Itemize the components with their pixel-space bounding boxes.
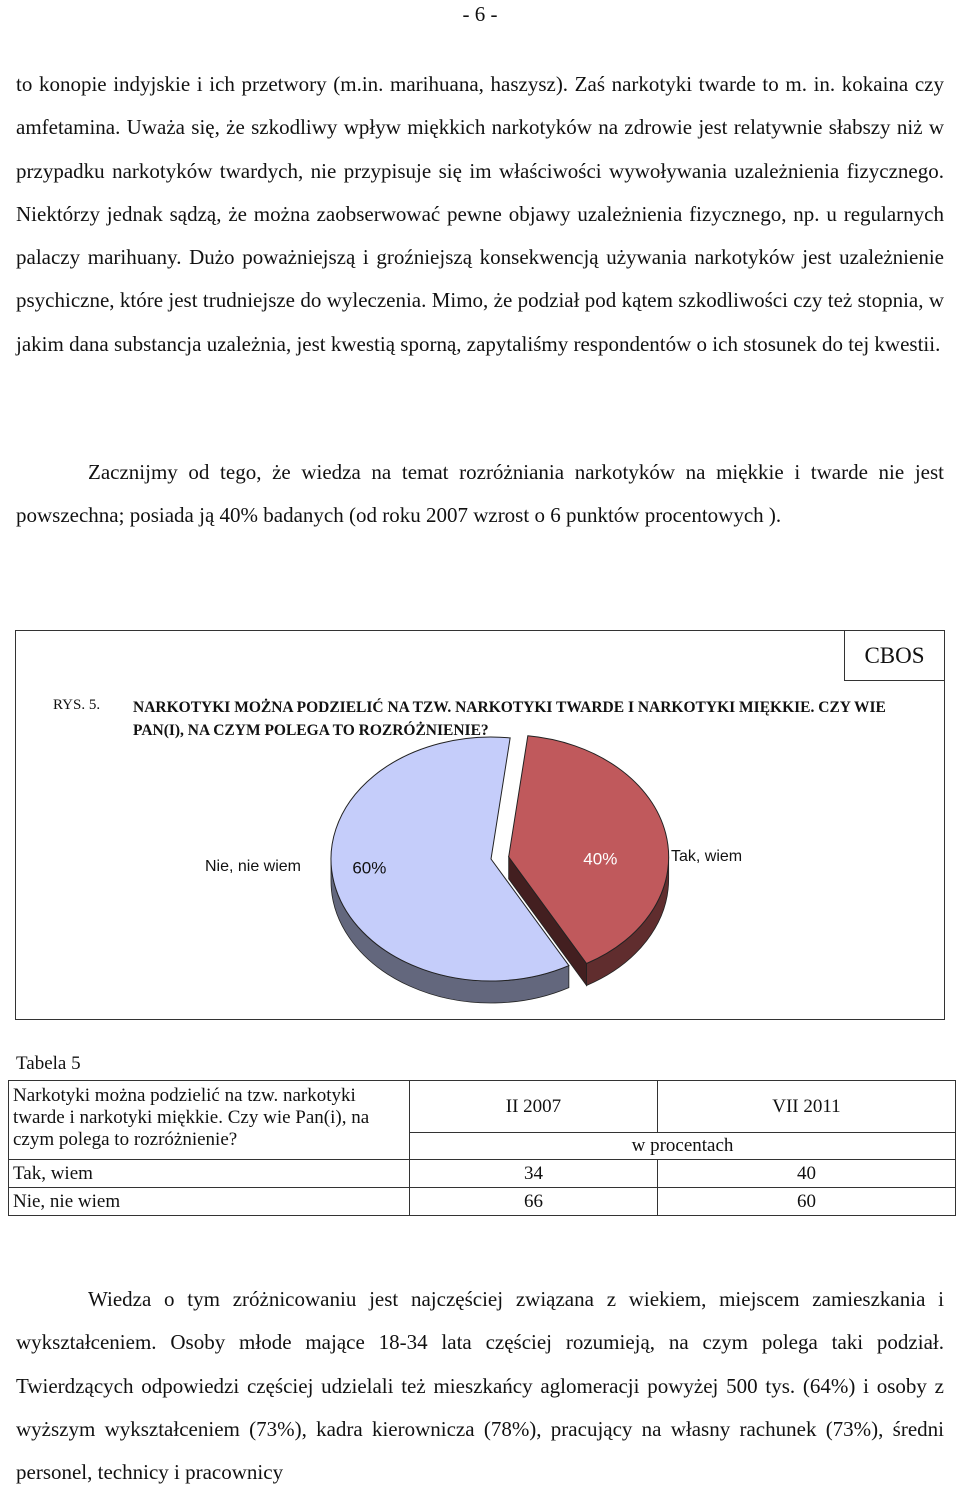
column-header-2007: II 2007	[410, 1081, 658, 1133]
cell-value: 60	[657, 1188, 955, 1216]
cell-value: 40	[657, 1160, 955, 1188]
cell-value: 34	[410, 1160, 658, 1188]
figure-pie-chart	[15, 630, 945, 1020]
pie-chart	[16, 631, 944, 1019]
cell-value: 66	[410, 1188, 658, 1216]
table-unit: w procentach	[410, 1133, 956, 1160]
source-badge: CBOS	[844, 630, 945, 681]
row-label: Nie, nie wiem	[9, 1188, 410, 1216]
results-table	[8, 1080, 956, 1216]
figure-label: RYS. 5.	[53, 697, 101, 713]
paragraph-demographics: Wiedza o tym zróżnicowaniu jest najczęściej związana z wiekiem, miejscem zamieszkania i wykształceniem. Osoby młode mające 18-34 lata częściej rozumieją, na czym polega taki podział. Twierdzących odpowiedzi częściej udzielali też mieszkańcy aglomeracji powyżej 500 tys. (64%) i osoby z wyższym wykształceniem (73%), kadra kierownicza (78%), pracujący na własny rachunek (73%), średni personel, technicy i pracownicy	[16, 1287, 944, 1485]
paragraph-intro: to konopie indyjskie i ich przetwory (m.in. marihuana, haszysz). Zaś narkotyki twarde to m. in. kokaina czy amfetamina. Uważa się, że szkodliwy wpływ miękkich narkotyków na zdrowie jest relatywnie słabszy niż w przypadku narkotyków twardych, nie przypisuje się im właściwości wywoływania uzależnienia fizycznego. Niektórzy jednak sądzą, że można zaobserwować pewne objawy uzależnienia fizycznego, np. u regularnych palaczy marihuany. Dużo poważniejszą i groźniejszą konsekwencją używania narkotyków jest uzależnienie psychiczne, które jest trudniejsze do wyleczenia. Mimo, że podział pod kątem szkodliwości czy też stopnia, w jakim dana substancja uzależnia, jest kwestią sporną, zapytaliśmy respondentów o ich stosunek do tej kwestii.	[16, 72, 944, 356]
data-label: 40%	[583, 849, 618, 869]
paragraph-knowledge: Zacznijmy od tego, że wiedza na temat rozróżniania narkotyków na miękkie i twarde nie jest powszechna; posiada ją 40% badanych (od roku 2007 wzrost o 6 punktów procentowych ).	[16, 460, 944, 528]
category-label: Tak, wiem	[671, 848, 743, 865]
figure-title: NARKOTYKI MOŻNA PODZIELIĆ NA TZW. NARKOTYKI TWARDE I NARKOTYKI MIĘKKIE. CZY WIE PAN(I), NA CZYM POLEGA TO ROZRÓŻNIENIE?	[133, 699, 886, 739]
row-label: Tak, wiem	[9, 1160, 410, 1188]
table-caption: Tabela 5	[16, 1053, 81, 1074]
table-row	[9, 1160, 956, 1188]
page-number: - 6 -	[462, 2, 498, 26]
data-label: 60%	[352, 858, 387, 878]
category-label: Nie, nie wiem	[204, 858, 301, 875]
table-question: Narkotyki można podzielić na tzw. narkotyki twarde i narkotyki miękkie. Czy wie Pan(i), na czym polega to rozróżnienie?	[9, 1081, 410, 1160]
table-row	[9, 1188, 956, 1216]
column-header-2011: VII 2011	[657, 1081, 955, 1133]
